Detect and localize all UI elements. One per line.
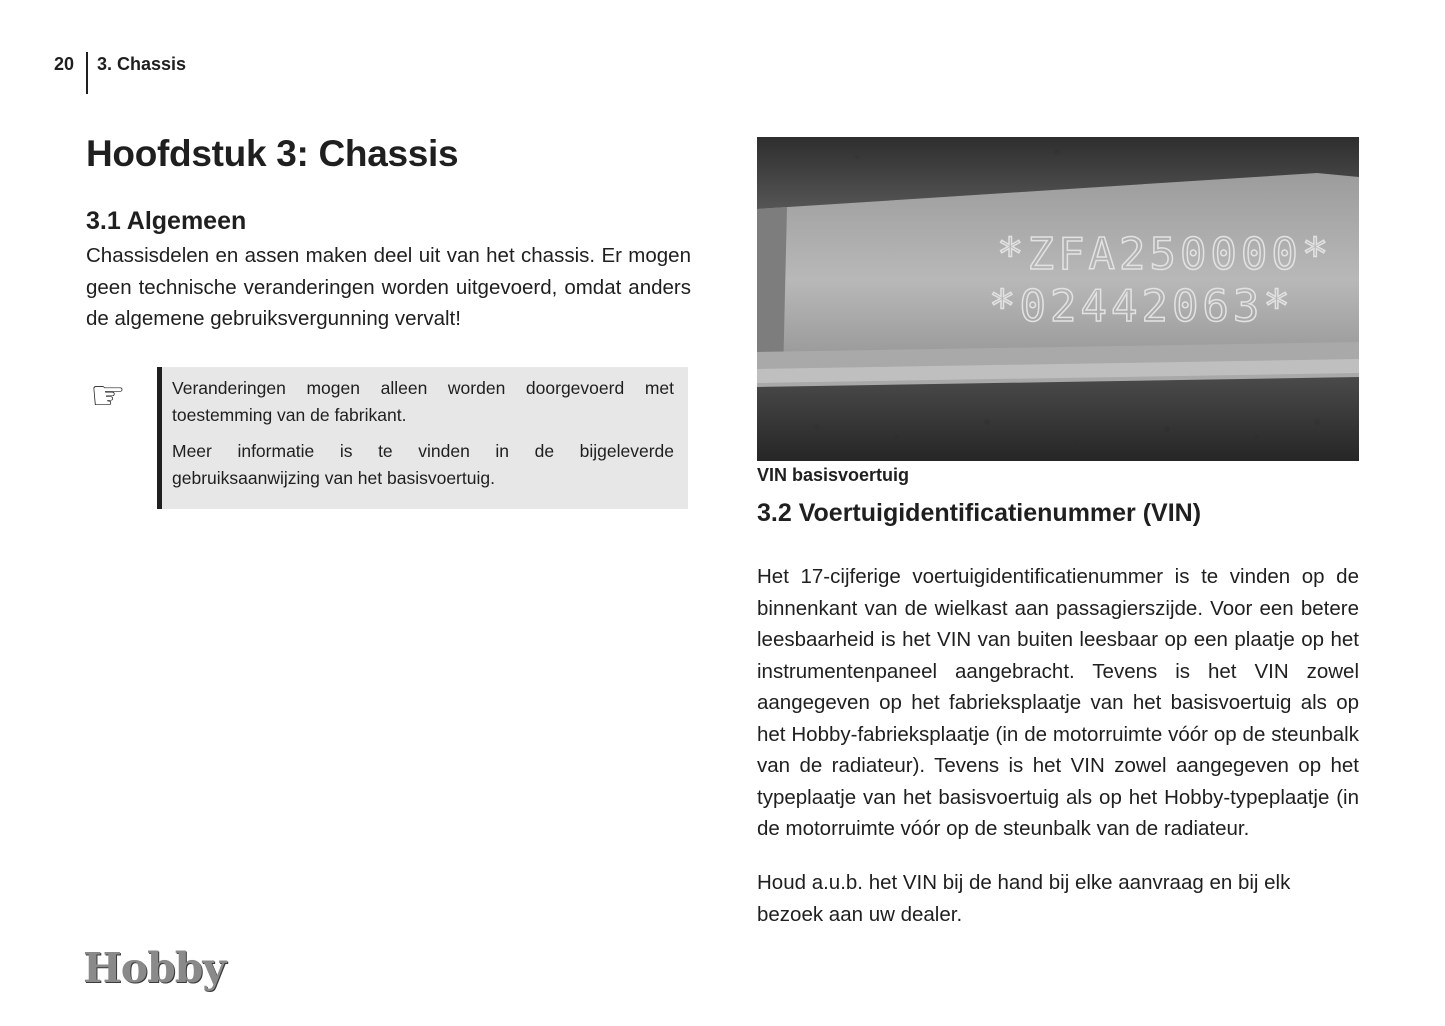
photo-caption: VIN basisvoertuig [757, 465, 910, 485]
note-box [157, 367, 688, 509]
pointing-hand-icon: ☞ [90, 374, 126, 418]
note-text-2: Meer informatie is te vinden in de bijgeleverde gebruiksaanwijzing van het basisvoertuig. [172, 441, 674, 488]
section-1-body: Chassisdelen en assen maken deel uit van het chassis. Er mogen geen technische veranderingen worden uitgevoerd, omdat anders de algemene gebruiksvergunning vervalt! [86, 244, 691, 330]
vin-photo-image [757, 137, 1359, 461]
section-2-title: 3.2 Voertuigidentificatienummer (VIN) [757, 499, 1202, 527]
header-divider [86, 52, 88, 94]
hobby-logo: Hobby [83, 944, 226, 992]
note-text-1: Veranderingen mogen alleen worden doorgevoerd met toestemming van de fabrikant. [172, 378, 674, 425]
section-2-body-2: Houd a.u.b. het VIN bij de hand bij elke aanvraag en bij elk bezoek aan uw dealer. [757, 871, 1291, 926]
section-1-title: 3.1 Algemeen [86, 207, 247, 235]
vin-line-1: *ZFA250000* [997, 229, 1333, 280]
page-number: 20 [54, 54, 75, 74]
chapter-title: Hoofdstuk 3: Chassis [86, 133, 459, 174]
vin-photo [757, 137, 1359, 461]
running-head: 3. Chassis [97, 54, 187, 74]
section-2-body: Het 17-cijferige voertuigidentificatienummer is te vinden op de binnenkant van de wielkast aan passagierszijde. Voor een betere leesbaarheid is het VIN van buiten leesbaar op een plaatje op het instrumentenpaneel aangebracht. Tevens is het VIN zowel aangegeven op het fabrieksplaatje van het basisvoertuig als op het Hobby-fabrieksplaatje (in de motorruimte vóór op de steunbalk van de radiateur). Tevens is het VIN zowel aangegeven op het typeplaatje van het basisvoertuig als op het Hobby-typeplaatje (in de motorruimte vóór op de steunbalk van de radiateur. [757, 565, 1359, 840]
vin-line-2: *02442063* [989, 281, 1294, 332]
